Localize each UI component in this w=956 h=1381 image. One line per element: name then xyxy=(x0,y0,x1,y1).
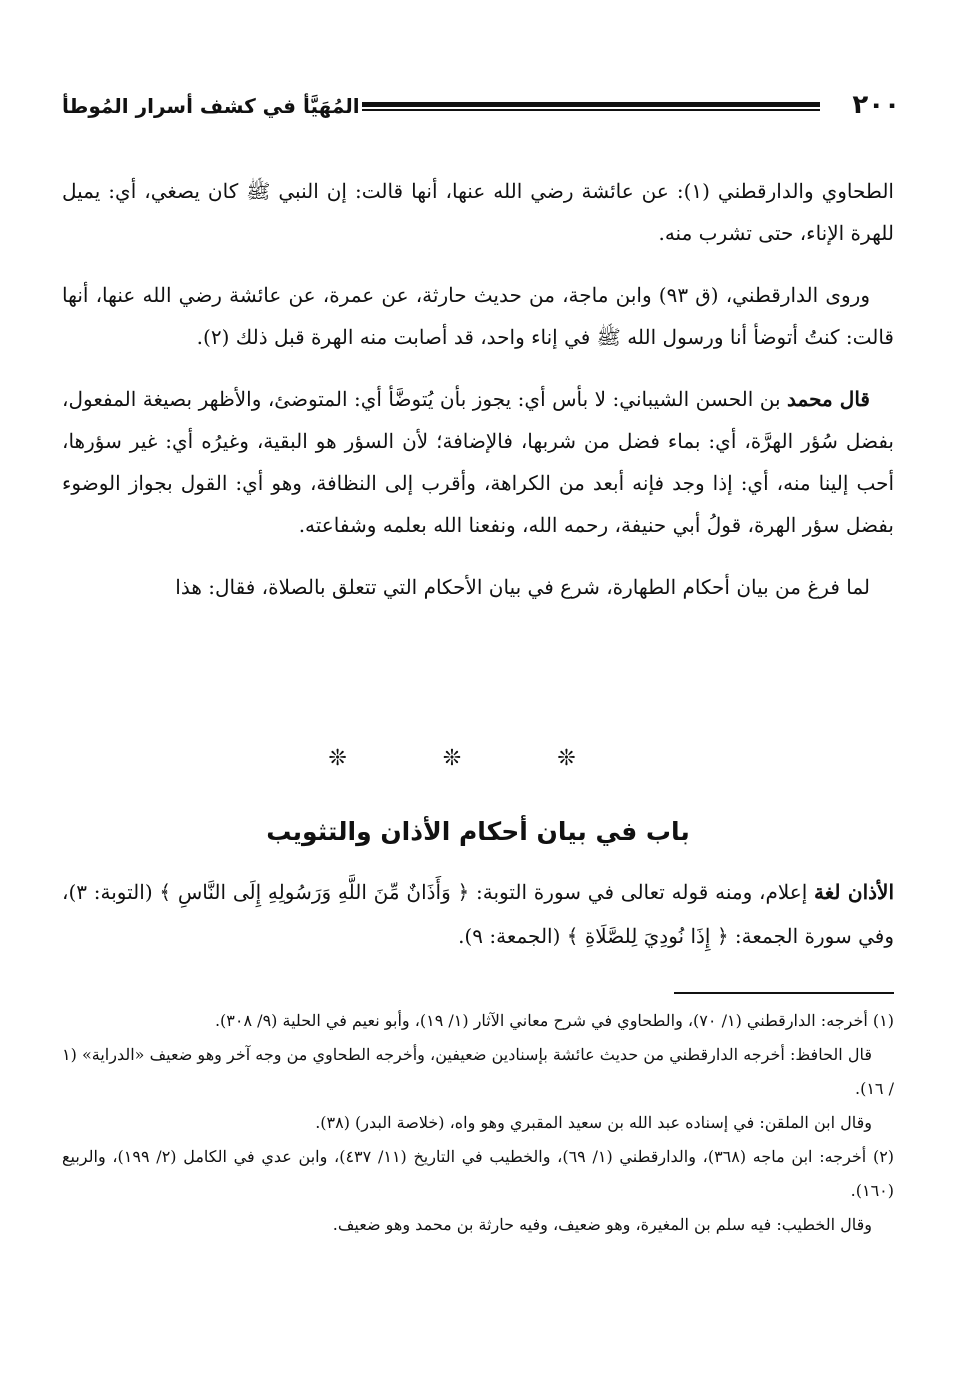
paragraph-1: الطحاوي والدارقطني (١): عن عائشة رضي الله عنها، أنها قالت: إن النبي ﷺ كان يصغي، أي: يميل للهرة الإناء، حتى تشرب منه. xyxy=(62,179,894,245)
page-header xyxy=(62,88,900,128)
paragraph-4: لما فرغ من بيان أحكام الطهارة، شرع في بيان الأحكام التي تتعلق بالصلاة، فقال: هذا xyxy=(175,575,870,599)
header-rule-thick xyxy=(362,102,820,107)
main-text xyxy=(62,170,894,628)
footnote-2-note: وقال الخطيب: فيه سلم بن المغيرة، وهو ضعيف، وفيه حارثة بن محمد وهو ضعيف. xyxy=(332,1215,872,1234)
header-rule xyxy=(362,102,820,111)
chapter-body xyxy=(62,870,894,978)
paragraph-3-lead: قال محمد xyxy=(787,387,870,411)
paragraph-2: وروى الدارقطني، (ق ٩٣) وابن ماجة، من حديث حارثة، عن عمرة، عن عائشة رضي الله عنها، أنها قالت: كنتُ أتوضأ أنا ورسول الله ﷺ في إناء واحد، قد أصابت منه الهرة قبل ذلك (٢). xyxy=(62,283,894,349)
footnote-1-note-b: وقال ابن الملقن: في إسناده عبد الله بن سعيد المقبري وهو واه، (خلاصة البدر) (٣٨). xyxy=(315,1113,872,1132)
footnote-2: (٢) أخرجه: ابن ماجه (٣٦٨)، والدارقطني (١/ ٦٩)، والخطيب في التاريخ (١١/ ٤٣٧)، وابن عدي في الكامل (٢/ ١٩٩)، والربيع (١٦٠). xyxy=(62,1147,895,1200)
paragraph-3 xyxy=(62,378,894,546)
header-rule-thin xyxy=(362,109,820,111)
page-number: ٢٠٠ xyxy=(852,90,900,120)
chapter-heading: باب في بيان أحكام الأذان والتثويب xyxy=(266,817,690,846)
chapter-text: إعلام، ومنه قوله تعالى في سورة التوبة: ﴿ وَأَذَانٌ مِّنَ اللَّهِ وَرَسُولِهِ إِلَى النَّاسِ ﴾ (التوبة: ٣)، وفي سورة الجمعة: ﴿ إِذَا نُودِيَ لِلصَّلَاةِ ﴾ (الجمعة: ٩). xyxy=(62,880,894,948)
separator-star-3: ❊ xyxy=(557,746,628,771)
book-title: المُهَيَّأ في كشف أسرار المُوطأ xyxy=(62,94,360,118)
separator-star-1: ❊ xyxy=(328,746,399,771)
chapter-paragraph xyxy=(62,870,894,958)
footnotes xyxy=(62,1004,894,1242)
footnote-1-note-a: قال الحافظ: أخرجه الدارقطني من حديث عائشة بإسنادين ضعيفين، وأخرجه الطحاوي من وجه آخر وهو ضعيف «الدراية» (١ / ١٦). xyxy=(62,1045,894,1098)
footnote-1: (١) أخرجه: الدارقطني (١/ ٧٠)، والطحاوي في شرح معاني الآثار (١/ ١٩)، وأبو نعيم في الحلية (٩/ ٣٠٨). xyxy=(214,1011,894,1030)
footnote-rule xyxy=(674,992,894,994)
separator-star-2: ❊ xyxy=(442,746,514,771)
chapter-lead: الأذان لغة xyxy=(814,880,894,904)
paragraph-3-text: بن الحسن الشيباني: لا بأس أي: يجوز بأن يُتوضَّأ أي: المتوضئ، والأظهر بصيغة المفعول، بفضل سُؤر الهرَّة، أي: بماء فضل من شربها، فالإضافة؛ لأن السؤر هو البقية، وغيرُه أي: غير سؤرها، أحب إلينا منه، أي: إذا وجد فإنه أبعد من الكراهة، وأقرب إلى النظافة، وهو أي: القول بجواز الوضوء بفضل سؤر الهرة، قولُ أبي حنيفة، رحمه الله، ونفعنا الله بعلمه وشفاعته. xyxy=(62,387,894,537)
section-separator xyxy=(0,746,956,771)
